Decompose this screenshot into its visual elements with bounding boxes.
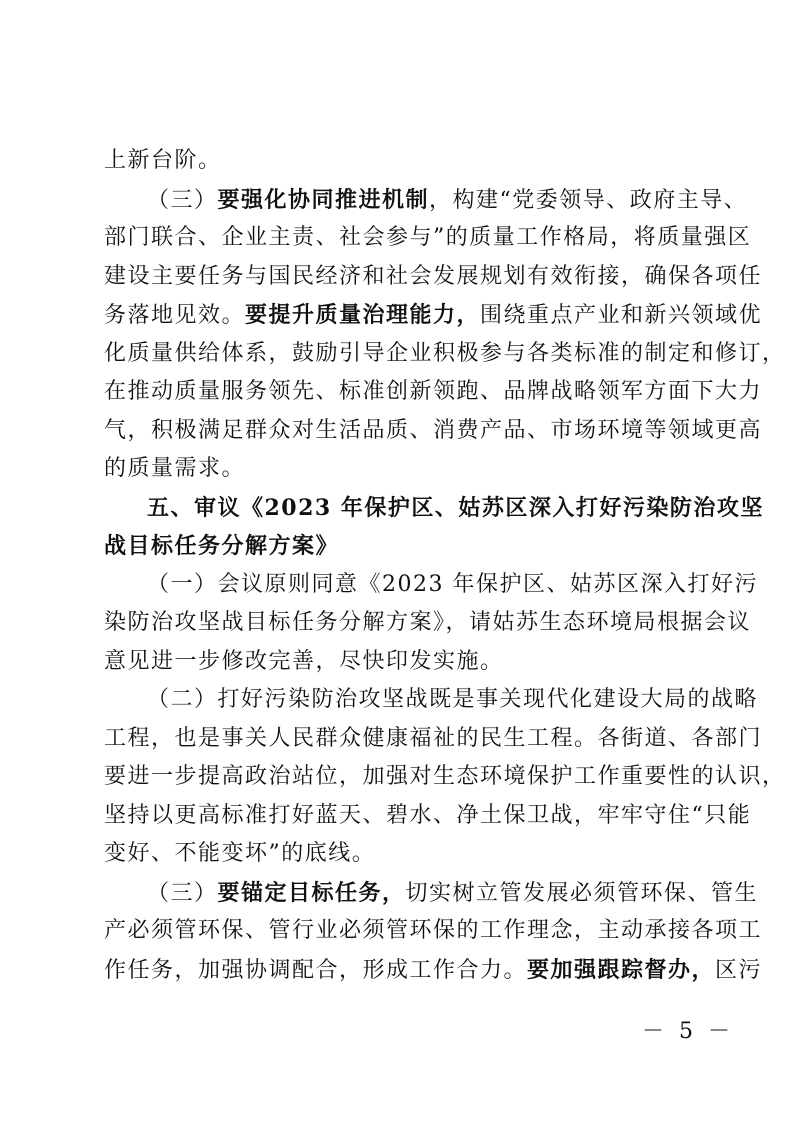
paragraph-line: 在推动质量服务领先、标准创新领跑、品牌战略领军方面下大力: [104, 379, 763, 404]
body-text: 区污: [715, 958, 763, 983]
body-text: 务落地见效。: [104, 303, 246, 328]
paragraph-line: 的质量需求。: [104, 456, 246, 481]
paragraph-line: [147, 875, 759, 911]
page-number: － 5 －: [642, 1019, 734, 1044]
emphasis-text: 要强化协同推进机制: [217, 187, 430, 213]
emphasis-text: 要锚定目标任务，: [217, 880, 406, 906]
emphasis-text: 要加强跟踪督办，: [527, 957, 716, 983]
body-text: 作任务，加强协调配合，形成工作合力。: [104, 958, 528, 983]
paragraph-line: 产必须管环保、管行业必须管环保的工作理念，主动承接各项工: [104, 918, 763, 943]
paragraph-line: 染防治攻坚战目标任务分解方案》，请姑苏生态环境局根据会议: [104, 610, 752, 635]
body-text: 切实树立管发展必须管环保、管生: [405, 881, 759, 906]
paragraph-line: [147, 182, 748, 218]
paragraph-line: 部门联合、企业主责、社会参与”的质量工作格局，将质量强区: [104, 225, 752, 250]
section-heading: 战目标任务分解方案》: [104, 533, 340, 559]
paragraph-line: 意见进一步修改完善，尽快印发实施。: [104, 649, 504, 674]
paragraph-line: 坚持以更高标准打好蓝天、碧水、净土保卫战，牢牢守住“只能: [104, 803, 752, 828]
section-heading: 五、审议《2023 年保护区、姑苏区深入打好污染防治攻坚: [147, 495, 764, 521]
paragraph-line: 要进一步提高政治站位，加强对生态环境保护工作重要性的认识，: [104, 764, 786, 789]
paragraph-line: （一）会议原则同意《2023 年保护区、姑苏区深入打好污: [147, 572, 758, 597]
paragraph-line: 化质量供给体系，鼓励引导企业积极参与各类标准的制定和修订，: [104, 341, 786, 366]
paragraph-line: 变好、不能变坏”的底线。: [104, 841, 376, 866]
paragraph-line: [104, 952, 763, 988]
paragraph-line: 上新台阶。: [104, 148, 222, 173]
emphasis-text: 要提升质量治理能力，: [245, 302, 481, 328]
paragraph-line: 气，积极满足群众对生活品质、消费产品、市场环境等领域更高: [104, 418, 763, 443]
list-marker: （三）: [147, 188, 218, 213]
paragraph-line: 工程，也是事关人民群众健康福祉的民生工程。各街道、各部门: [104, 726, 763, 751]
paragraph-line: [104, 297, 763, 333]
body-text: 围绕重点产业和新兴领域优: [480, 303, 763, 328]
paragraph-line: （二）打好污染防治攻坚战既是事关现代化建设大局的战略: [147, 687, 759, 712]
list-marker: （三）: [147, 881, 218, 906]
body-text: ，构建“党委领导、政府主导、: [429, 188, 748, 213]
paragraph-line: 建设主要任务与国民经济和社会发展规划有效衔接，确保各项任: [104, 264, 763, 289]
